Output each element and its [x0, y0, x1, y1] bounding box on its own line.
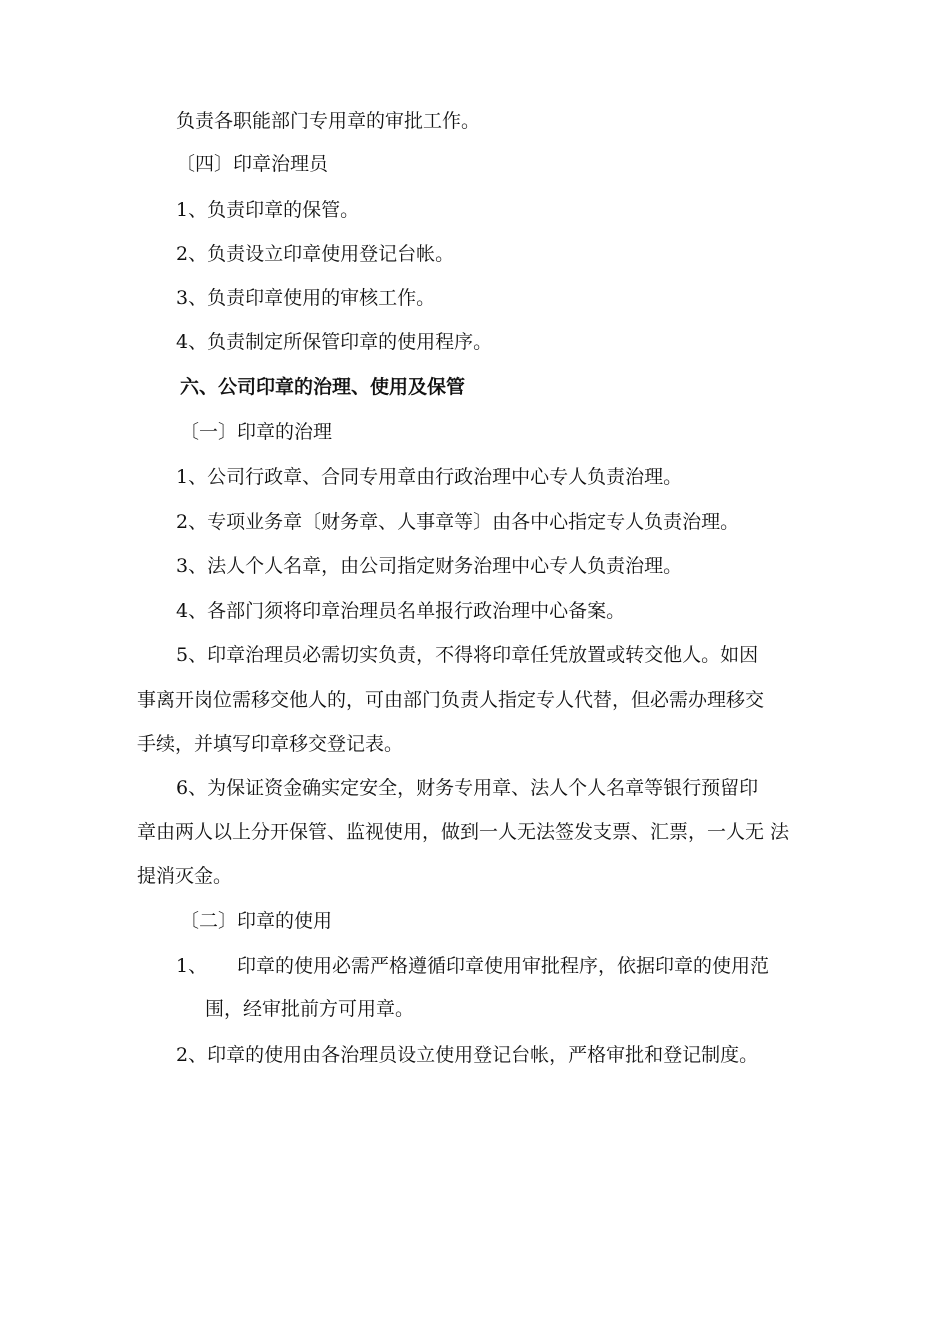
list-item: 3、法人个人名章，由公司指定财务治理中心专人负责治理。	[176, 555, 683, 577]
list-item: 2、专项业务章〔财务章、人事章等〕由各中心指定专人负责治理。	[176, 511, 740, 533]
section-heading: 六、公司印章的治理、使用及保管	[180, 376, 466, 398]
paragraph-line: 章由两人以上分开保管、监视使用，做到一人无法签发支票、汇票，一人无 法	[137, 821, 790, 843]
list-item-number: 1、	[176, 955, 208, 977]
subsection-title: 〔一〕印章的治理	[180, 421, 333, 443]
list-item: 1、公司行政章、合同专用章由行政治理中心专人负责治理。	[176, 466, 683, 488]
paragraph-line: 事离开岗位需移交他人的，可由部门负责人指定专人代替，但必需办理移交	[137, 689, 765, 711]
paragraph-line: 围，经审批前方可用章。	[205, 998, 415, 1020]
list-item: 3、负责印章使用的审核工作。	[176, 287, 436, 309]
paragraph-line: 负责各职能部门专用章的审批工作。	[176, 110, 481, 132]
list-item: 5、印章治理员必需切实负责，不得将印章任凭放置或转交他人。如因	[176, 644, 759, 666]
list-item: 印章的使用必需严格遵循印章使用审批程序，依据印章的使用范	[237, 955, 770, 977]
list-item: 4、负责制定所保管印章的使用程序。	[176, 331, 493, 353]
list-item: 1、负责印章的保管。	[176, 199, 360, 221]
subsection-title: 〔四〕印章治理员	[176, 153, 329, 175]
list-item: 2、负责设立印章使用登记台帐。	[176, 243, 455, 265]
paragraph-line: 手续，并填写印章移交登记表。	[137, 733, 404, 755]
list-item: 6、为保证资金确实定安全，财务专用章、法人个人名章等银行预留印	[176, 777, 759, 799]
list-item: 2、印章的使用由各治理员设立使用登记台帐，严格审批和登记制度。	[176, 1044, 759, 1066]
list-item: 4、各部门须将印章治理员名单报行政治理中心备案。	[176, 600, 626, 622]
subsection-title: 〔二〕印章的使用	[180, 910, 333, 932]
paragraph-line: 提消灭金。	[137, 865, 233, 887]
